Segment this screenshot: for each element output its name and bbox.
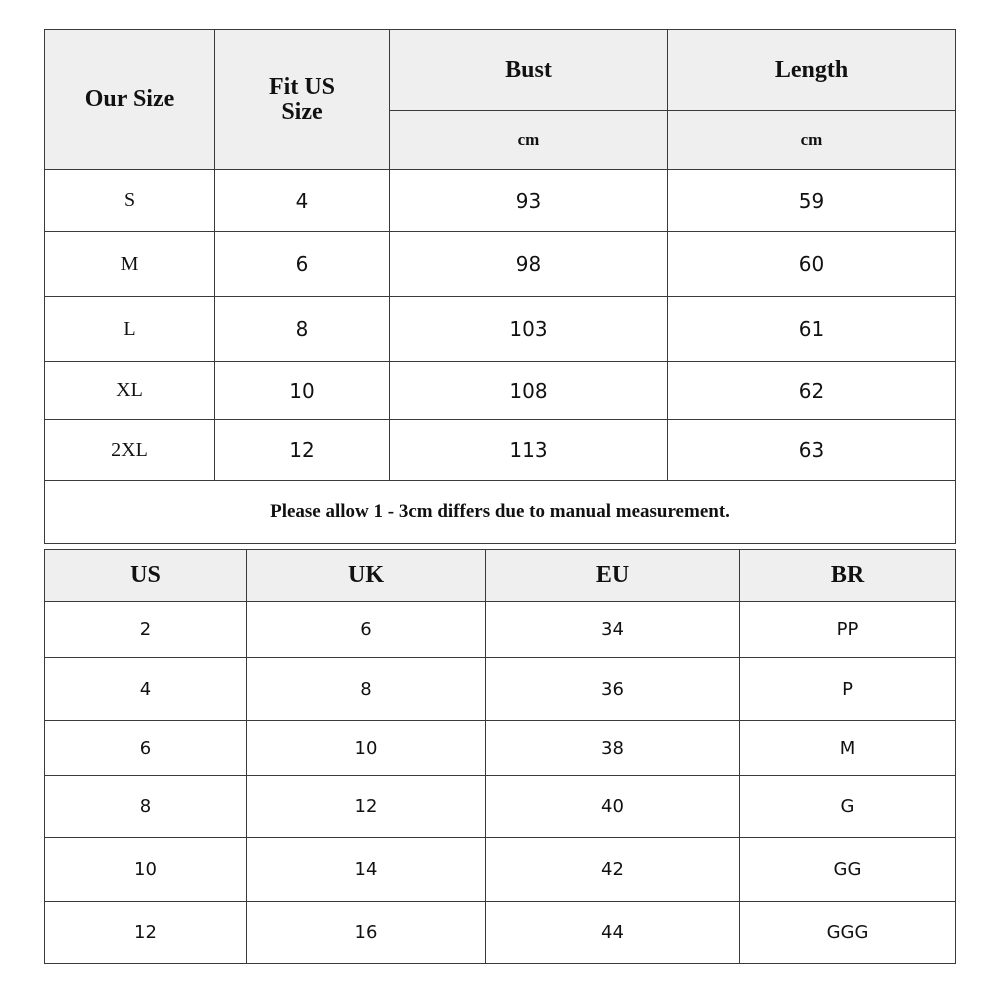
cell-us: 8	[45, 776, 247, 838]
cell-us: 10	[45, 838, 247, 902]
table-row	[45, 420, 956, 481]
table-row	[45, 232, 956, 297]
cell-length: 61	[668, 297, 956, 362]
cell-br: PP	[740, 602, 956, 658]
header-length-unit: cm	[668, 111, 956, 170]
cell-br: G	[740, 776, 956, 838]
cell-bust: 93	[390, 170, 668, 232]
cell-length: 59	[668, 170, 956, 232]
cell-uk: 12	[247, 776, 486, 838]
cell-length: 60	[668, 232, 956, 297]
cell-uk: 8	[247, 658, 486, 721]
cell-bust: 103	[390, 297, 668, 362]
cell-length: 62	[668, 362, 956, 420]
cell-br: GGG	[740, 902, 956, 964]
cell-bust: 98	[390, 232, 668, 297]
size-chart-table	[44, 29, 956, 544]
header-our-size: Our Size	[45, 30, 215, 170]
cell-us: 4	[215, 170, 390, 232]
cell-eu: 42	[486, 838, 740, 902]
cell-us: 2	[45, 602, 247, 658]
header-bust-unit: cm	[390, 111, 668, 170]
measurement-note: Please allow 1 - 3cm differs due to manual measurement.	[45, 481, 956, 544]
cell-eu: 38	[486, 721, 740, 776]
cell-bust: 113	[390, 420, 668, 481]
cell-eu: 36	[486, 658, 740, 721]
header-br: BR	[740, 550, 956, 602]
cell-uk: 16	[247, 902, 486, 964]
cell-us: 8	[215, 297, 390, 362]
header-length: Length	[668, 30, 956, 111]
header-fit-us-size	[215, 30, 390, 170]
cell-us: 10	[215, 362, 390, 420]
table-row	[45, 721, 956, 776]
cell-uk: 10	[247, 721, 486, 776]
table-row	[45, 902, 956, 964]
cell-eu: 44	[486, 902, 740, 964]
cell-eu: 34	[486, 602, 740, 658]
header-bust: Bust	[390, 30, 668, 111]
cell-size: L	[45, 297, 215, 362]
cell-us: 12	[215, 420, 390, 481]
cell-eu: 40	[486, 776, 740, 838]
cell-us: 4	[45, 658, 247, 721]
cell-size: XL	[45, 362, 215, 420]
cell-us: 6	[215, 232, 390, 297]
table-row	[45, 170, 956, 232]
header-eu: EU	[486, 550, 740, 602]
table-row	[45, 838, 956, 902]
table-row	[45, 297, 956, 362]
table-row	[45, 658, 956, 721]
cell-uk: 6	[247, 602, 486, 658]
header-uk: UK	[247, 550, 486, 602]
cell-size: M	[45, 232, 215, 297]
header-fit-us-size-label: Fit US Size	[269, 73, 335, 125]
cell-us: 12	[45, 902, 247, 964]
cell-length: 63	[668, 420, 956, 481]
cell-br: M	[740, 721, 956, 776]
cell-us: 6	[45, 721, 247, 776]
table-row	[45, 776, 956, 838]
cell-bust: 108	[390, 362, 668, 420]
cell-size: S	[45, 170, 215, 232]
cell-br: P	[740, 658, 956, 721]
cell-uk: 14	[247, 838, 486, 902]
header-us: US	[45, 550, 247, 602]
cell-size: 2XL	[45, 420, 215, 481]
size-conversion-table	[44, 549, 956, 964]
table-row	[45, 602, 956, 658]
cell-br: GG	[740, 838, 956, 902]
table-row	[45, 362, 956, 420]
